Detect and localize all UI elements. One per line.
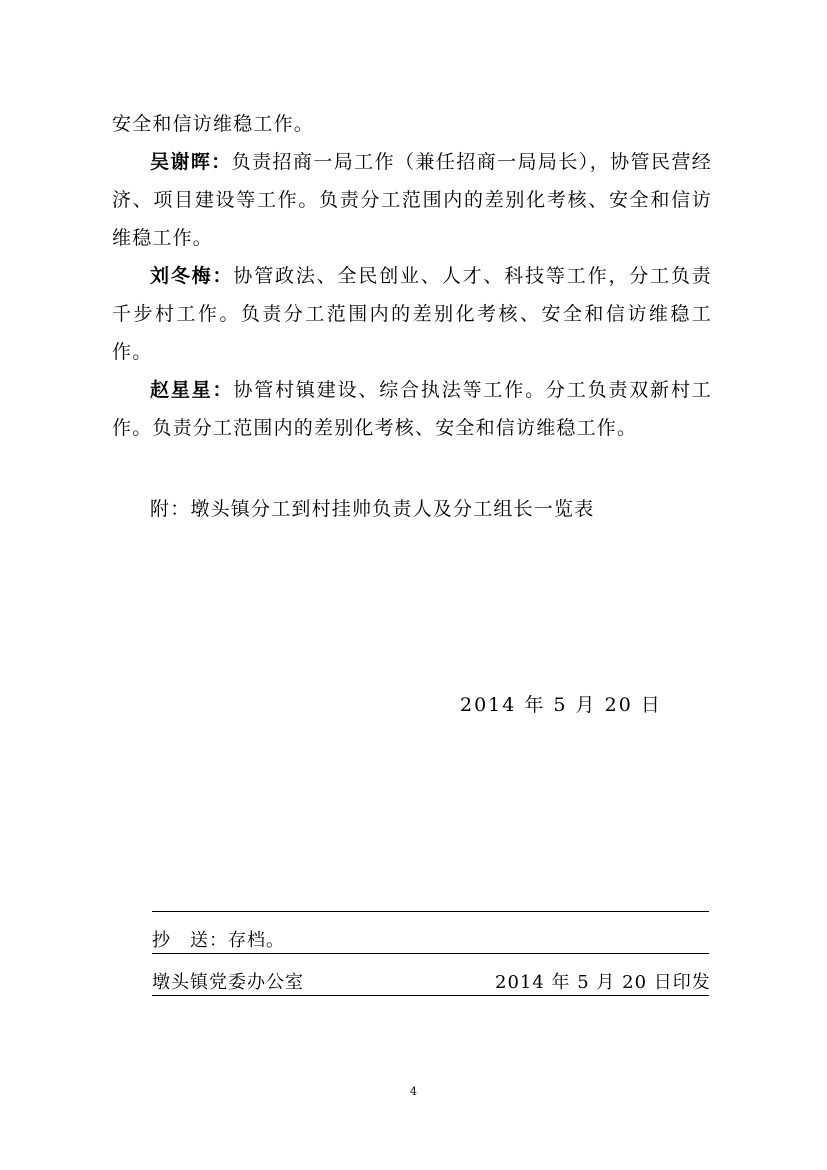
paragraph-liu-dongmei — [112, 257, 712, 371]
person-name: 吴谢晖： — [150, 151, 232, 173]
paragraph-continuation — [112, 105, 712, 143]
paragraph-zhao-xingxing — [112, 371, 712, 447]
footer-bottom-rule — [152, 995, 709, 996]
issue-date: 2014 年 5 月 20 日印发 — [495, 972, 711, 993]
person-name: 赵星星： — [150, 379, 234, 401]
attachment-note: 附：墩头镇分工到村挂帅负责人及分工组长一览表 — [150, 498, 595, 520]
paragraph-text: 负责招商一局工作（兼任招商一局局长），协管民营经济、项目建设等工作。负责分工范围内的差别化考核、安全和信访维稳工作。 — [112, 151, 712, 249]
paragraph-text: 安全和信访维稳工作。 — [112, 113, 315, 135]
footer-middle-rule — [152, 953, 709, 954]
paragraph-text: 协管政法、全民创业、人才、科技等工作，分工负责千步村工作。负责分工范围内的差别化考核、安全和信访维稳工作。 — [112, 265, 712, 363]
footer-top-rule — [152, 911, 709, 912]
person-name: 刘冬梅： — [150, 265, 234, 287]
paragraph-wu-xiehui — [112, 143, 712, 257]
paragraph-text: 协管村镇建设、综合执法等工作。分工负责双新村工作。负责分工范围内的差别化考核、安全和信访维稳工作。 — [112, 379, 712, 439]
cc-line — [152, 926, 285, 952]
signature-date: 2014 年 5 月 20 日 — [460, 694, 662, 716]
issuer: 墩头镇党委办公室 — [152, 972, 304, 993]
cc-label: 抄 送： — [152, 930, 228, 951]
cc-value: 存档。 — [228, 930, 285, 951]
page-number: 4 — [410, 1085, 417, 1098]
